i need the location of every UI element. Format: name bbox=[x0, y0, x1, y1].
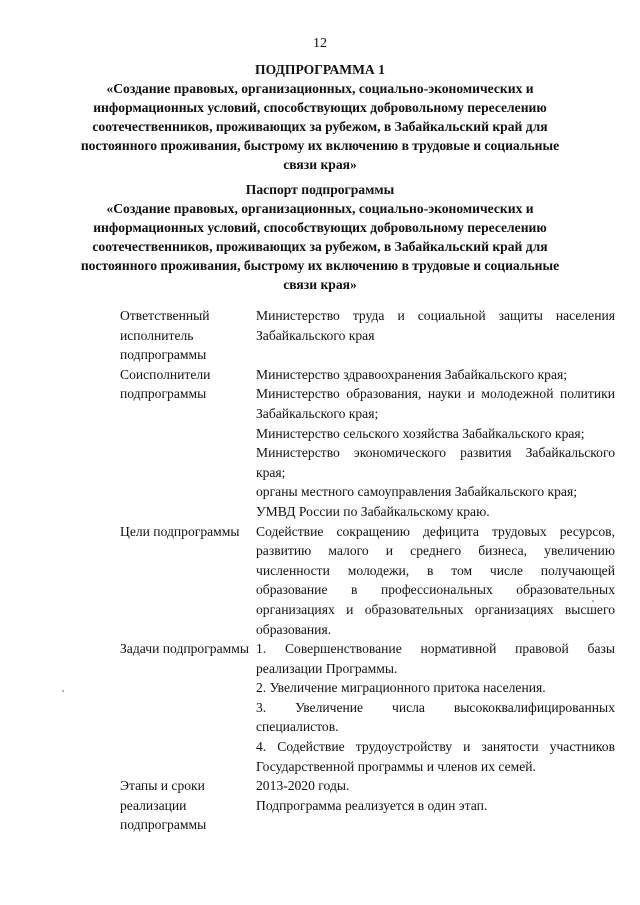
passport-title: Паспорт подпрограммы bbox=[245, 182, 395, 197]
passport-heading bbox=[80, 180, 560, 294]
row-paragraph: Содействие сокращению дефицита трудовых ресурсов, развитию малого и среднего бизнеса, увеличению численности молодежи, в том числе получающей образование в профессиональных образовательных организациях и образовательных организациях высшего образования. bbox=[256, 523, 615, 637]
passport-row bbox=[120, 306, 615, 365]
row-value bbox=[256, 522, 615, 640]
row-label: Этапы и сроки реализации подпрограммы bbox=[120, 778, 207, 833]
row-paragraph: 4. Содействие трудоустройству и занятости участников Государственной программы и членов их семей. bbox=[256, 739, 615, 774]
passport-row bbox=[120, 776, 615, 835]
row-paragraph: Подпрограмма реализуется в один этап. bbox=[256, 797, 488, 813]
row-label: Задачи подпрограммы bbox=[120, 641, 249, 657]
passport-row bbox=[120, 639, 615, 776]
scan-speck bbox=[592, 600, 594, 602]
row-paragraph: 3. Увеличение числа высококвалифицированных специалистов. bbox=[256, 699, 615, 735]
row-value bbox=[256, 306, 615, 365]
scan-speck bbox=[62, 690, 64, 692]
passport-table bbox=[120, 306, 615, 835]
row-label: Цели подпрограммы bbox=[120, 523, 240, 539]
row-label: Соисполнители подпрограммы bbox=[120, 366, 211, 402]
row-paragraph: Министерство образования, науки и молодежной политики Забайкальского края; bbox=[256, 386, 615, 421]
passport-name: «Создание правовых, организационных, социально-экономических и информационных условий, способствующих добровольному переселению соотечественников, проживающих за рубежом, в Забайкальский край для постоянного проживания, быстрому их включению в трудовые и социальные связи края» bbox=[80, 201, 560, 292]
row-paragraph: 2. Увеличение миграционного притока населения. bbox=[256, 680, 546, 696]
row-paragraph: УМВД России по Забайкальскому краю. bbox=[256, 503, 490, 519]
subprogram-heading bbox=[80, 60, 560, 174]
row-paragraph: органы местного самоуправления Забайкальского края; bbox=[256, 484, 577, 500]
row-value bbox=[256, 776, 615, 835]
subprogram-title: ПОДПРОГРАММА 1 bbox=[255, 62, 385, 77]
row-paragraph: Министерство сельского хозяйства Забайкальского края; bbox=[256, 425, 585, 441]
subprogram-name: «Создание правовых, организационных, социально-экономических и информационных условий, способствующих добровольному переселению соотечественников, проживающих за рубежом, в Забайкальский край для постоянного проживания, быстрому их включению в трудовые и социальные связи края» bbox=[80, 81, 560, 172]
row-paragraph: Министерство экономического развития Забайкальского края; bbox=[256, 445, 615, 480]
passport-row bbox=[120, 365, 615, 522]
passport-row bbox=[120, 522, 615, 640]
row-value bbox=[256, 365, 615, 522]
row-paragraph: 1. Совершенствование нормативной правовой базы реализации Программы. bbox=[256, 641, 615, 676]
row-value bbox=[256, 639, 615, 776]
row-label: Ответственный исполнитель подпрограммы bbox=[120, 308, 210, 363]
row-paragraph: Министерство здравоохранения Забайкальского края; bbox=[256, 366, 568, 382]
row-paragraph: 2013-2020 годы. bbox=[256, 778, 350, 794]
row-paragraph: Министерство труда и социальной защиты населения Забайкальского края bbox=[256, 308, 615, 343]
page-number: 12 bbox=[313, 36, 327, 51]
